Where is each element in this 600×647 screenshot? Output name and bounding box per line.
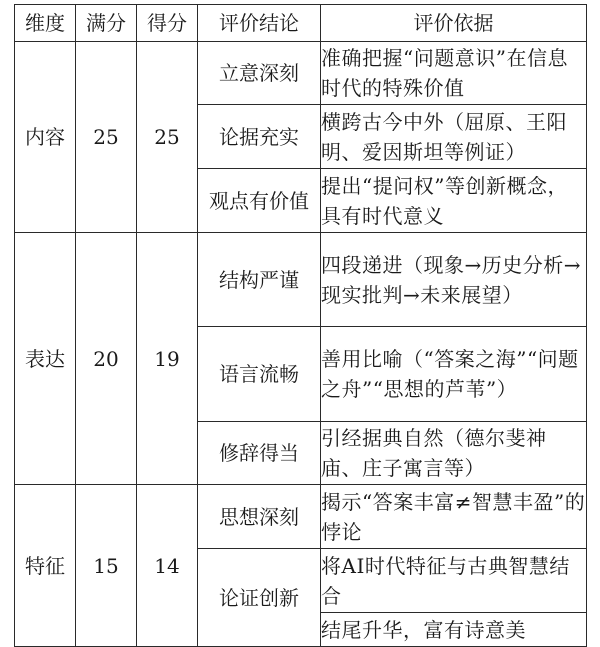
dimension-cell: 特征 [15, 485, 76, 647]
basis-cell: 结尾升华，富有诗意美 [321, 613, 587, 647]
header-dimension: 维度 [15, 5, 76, 42]
basis-cell: 将AI时代特征与古典智慧结合 [321, 549, 587, 613]
full-score-cell: 25 [76, 42, 137, 233]
dimension-cell: 表达 [15, 233, 76, 485]
table-row [15, 485, 587, 549]
conclusion-cell: 立意深刻 [198, 42, 321, 105]
basis-cell: 横跨古今中外（屈原、王阳明、爱因斯坦等例证） [321, 105, 587, 169]
conclusion-cell: 论证创新 [198, 549, 321, 647]
table-row [15, 42, 587, 105]
basis-cell: 准确把握“问题意识”在信息时代的特殊价值 [321, 42, 587, 105]
header-conclusion: 评价结论 [198, 5, 321, 42]
basis-cell: 提出“提问权”等创新概念，具有时代意义 [321, 169, 587, 233]
evaluation-table [14, 4, 587, 647]
header-score: 得分 [137, 5, 198, 42]
basis-cell: 引经据典自然（德尔斐神庙、庄子寓言等） [321, 422, 587, 485]
header-row [15, 5, 587, 42]
full-score-cell: 20 [76, 233, 137, 485]
score-cell: 14 [137, 485, 198, 647]
conclusion-cell: 语言流畅 [198, 327, 321, 422]
table-row [15, 233, 587, 327]
basis-cell: 四段递进（现象→历史分析→现实批判→未来展望） [321, 233, 587, 327]
score-cell: 25 [137, 42, 198, 233]
basis-cell: 揭示“答案丰富≠智慧丰盈”的悖论 [321, 485, 587, 549]
header-full-score: 满分 [76, 5, 137, 42]
conclusion-cell: 结构严谨 [198, 233, 321, 327]
dimension-cell: 内容 [15, 42, 76, 233]
conclusion-cell: 观点有价值 [198, 169, 321, 233]
conclusion-cell: 修辞得当 [198, 422, 321, 485]
basis-cell: 善用比喻（“答案之海”“问题之舟”“思想的芦苇”） [321, 327, 587, 422]
score-cell: 19 [137, 233, 198, 485]
header-basis: 评价依据 [321, 5, 587, 42]
conclusion-cell: 思想深刻 [198, 485, 321, 549]
conclusion-cell: 论据充实 [198, 105, 321, 169]
full-score-cell: 15 [76, 485, 137, 647]
